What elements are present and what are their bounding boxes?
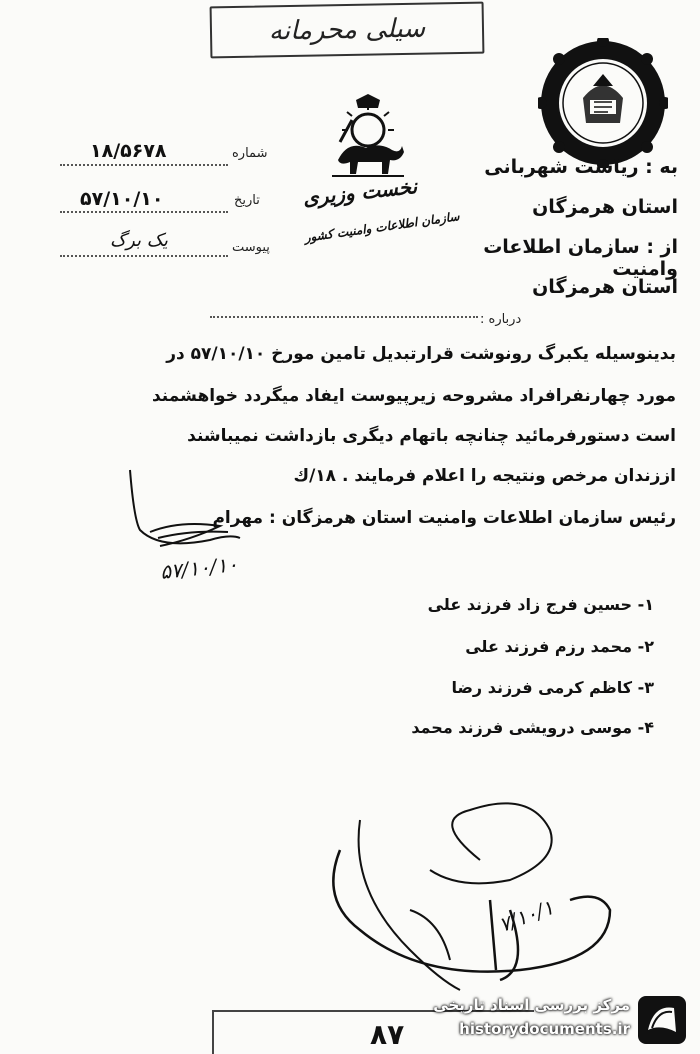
handwritten-date: ۵۷/۱۰/۱۰ bbox=[158, 551, 239, 585]
recipient-province: استان هرمزگان bbox=[532, 196, 678, 218]
number-label: شماره bbox=[232, 146, 268, 161]
sender-line: از : سازمان اطلاعات وامنیت bbox=[483, 236, 678, 280]
classification-text: سیلی محرمانه bbox=[268, 13, 426, 47]
recipient-line: به : ریاست شهربانی bbox=[484, 156, 678, 178]
body-line-3: است دستورفرمائید چنانچه باتهام دیگری بازداشت نمیباشند bbox=[187, 426, 676, 446]
attachment-dots bbox=[60, 255, 228, 257]
bottom-signature-icon bbox=[300, 790, 620, 1000]
org-title: سازمان اطلاعات وامنیت کشور bbox=[303, 209, 461, 245]
bottom-number: ۸۷ bbox=[370, 1018, 405, 1051]
watermark-logo-icon bbox=[636, 994, 688, 1046]
lion-and-sun-emblem-icon bbox=[328, 92, 408, 182]
watermark-title: مرکز بررسی اسناد تاریخی bbox=[433, 996, 630, 1014]
classification-stamp bbox=[210, 2, 485, 59]
list-item-2: ۲- محمد رزم فرزند علی bbox=[465, 637, 654, 656]
subject-label: درباره : bbox=[480, 312, 522, 327]
attachment-label: پیوست bbox=[232, 240, 270, 255]
body-line-4: اززندان مرخص ونتیجه را اعلام فرمایند . ۱۸/ك bbox=[293, 466, 676, 486]
list-item-4: ۴- موسی درویشی فرزند محمد bbox=[411, 718, 654, 737]
list-item-3: ۳- کاظم کرمی فرزند رضا bbox=[451, 678, 654, 697]
date-value: ۵۷/۱۰/۱۰ bbox=[80, 188, 164, 210]
body-line-2: مورد چهارنفرافراد مشروحه زیرپیوست ایفاد میگردد خواهشمند bbox=[151, 386, 676, 406]
list-item-1: ۱- حسین فرج زاد فرزند علی bbox=[427, 595, 654, 614]
number-dots bbox=[60, 164, 228, 166]
date-label: تاریخ bbox=[234, 193, 260, 208]
sender-province: استان هرمزگان bbox=[532, 276, 678, 298]
round-seal-icon bbox=[538, 38, 668, 168]
number-value: ۱۸/۵۶۷۸ bbox=[90, 140, 167, 162]
body-line-1: بدینوسیله یکبرگ رونوشت قرارتبدیل تامین مورخ ۵۷/۱۰/۱۰ در bbox=[166, 344, 676, 364]
handwritten-note: ۷/۱۰/۱ bbox=[495, 895, 557, 937]
date-dots bbox=[60, 211, 228, 213]
ministry-title: نخست وزیری bbox=[301, 174, 419, 210]
watermark-url: historydocuments.ir bbox=[459, 1020, 630, 1038]
signature-line: رئیس سازمان اطلاعات وامنیت استان هرمزگان : مهرام bbox=[212, 508, 676, 528]
attachment-value: یک برگ bbox=[110, 230, 168, 251]
subject-dots bbox=[210, 316, 478, 318]
